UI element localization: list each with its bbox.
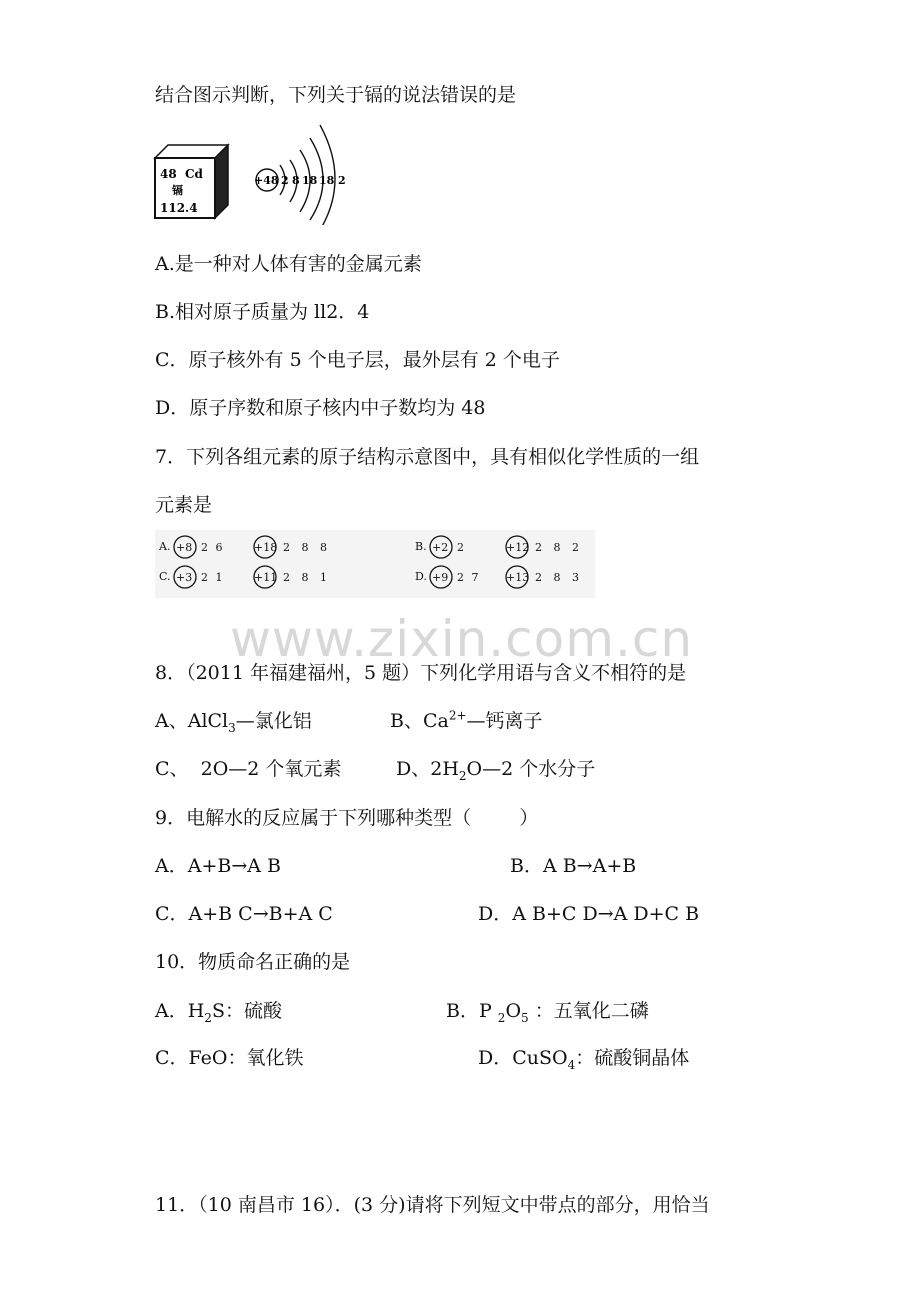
atom-nucleus: +48 <box>254 174 279 187</box>
q7-c1-nucleus: +3 <box>176 571 193 584</box>
shell-4-count: 18 <box>319 174 335 187</box>
q7-a1-shells: 2 6 <box>201 541 225 554</box>
element-symbol: Cd <box>185 167 203 181</box>
q7-stem-line2: 元素是 <box>155 494 213 516</box>
q6-option-c: C．原子核外有 5 个电子层，最外层有 2 个电子 <box>155 349 560 371</box>
q8-option-c: C、 2O—2 个氧元素 <box>155 758 342 780</box>
shell-3-count: 18 <box>302 174 318 187</box>
q10-option-c: C．FeO：氧化铁 <box>155 1047 304 1069</box>
q6-option-b: B.相对原子质量为 ll2．4 <box>155 301 370 323</box>
element-number: 48 <box>160 167 177 181</box>
q7-label-c: C. <box>159 570 171 583</box>
q7-c1-shells: 2 1 <box>201 571 225 584</box>
shell-2-count: 8 <box>292 174 300 187</box>
q7-atom-diagrams <box>155 530 595 598</box>
q7-d2-shells: 2 8 3 <box>535 571 583 584</box>
q9-stem: 9．电解水的反应属于下列哪种类型（ ） <box>155 807 539 829</box>
q10-option-a: A．$H_2S$：硫酸 <box>155 1000 282 1025</box>
q7-c2-nucleus: +11 <box>254 571 278 584</box>
element-name: 镉 <box>172 184 183 197</box>
q7-a2-nucleus: +18 <box>254 541 278 554</box>
q7-a2-shells: 2 8 8 <box>283 541 331 554</box>
q8-option-b: B、$Ca^{2+}—$钙离子 <box>390 708 543 732</box>
q7-d1-shells: 2 7 <box>457 571 481 584</box>
q7-b2-nucleus: +12 <box>506 541 530 554</box>
q7-a1-nucleus: +8 <box>176 541 193 554</box>
shell-5-count: 2 <box>338 174 346 187</box>
q7-c2-shells: 2 8 1 <box>283 571 331 584</box>
cadmium-figure <box>150 120 360 225</box>
q9-option-a: A．A+B→A B <box>155 855 281 877</box>
q7-stem-line1: 7．下列各组元素的原子结构示意图中，具有相似化学性质的一组 <box>155 446 700 468</box>
q7-label-b: B. <box>415 540 427 553</box>
q7-b2-shells: 2 8 2 <box>535 541 583 554</box>
shell-1-count: 2 <box>281 174 289 187</box>
q7-d1-nucleus: +9 <box>432 571 449 584</box>
q8-option-d: D、$2H_2O—2$ 个水分子 <box>396 758 596 783</box>
q7-d2-nucleus: +13 <box>506 571 530 584</box>
q10-option-d: D．CuSO$_4$：硫酸铜晶体 <box>478 1047 690 1072</box>
q7-b1-shells: 2 <box>457 541 464 554</box>
q10-option-b: B．P $_2O_5$ ：五氧化二磷 <box>446 1000 649 1025</box>
q7-b1-nucleus: +2 <box>432 541 449 554</box>
element-mass: 112.4 <box>160 201 198 215</box>
q9-option-d: D．A B+C D→A D+C B <box>478 903 700 925</box>
q6-option-d: D．原子序数和原子核内中子数均为 48 <box>155 397 486 419</box>
q6-option-a: A.是一种对人体有害的金属元素 <box>155 253 422 275</box>
q8-stem: 8．（2011 年福建福州，5 题）下列化学用语与含义不相符的是 <box>155 662 687 684</box>
q6-stem: 结合图示判断，下列关于镉的说法错误的是 <box>155 84 517 106</box>
q7-label-d: D. <box>415 570 427 583</box>
q11-stem: 11．（10 南昌市 16）．(3 分)请将下列短文中带点的部分，用恰当 <box>155 1194 710 1216</box>
q8-option-a: A、AlCl$_3$—氯化铝 <box>155 710 312 735</box>
q10-stem: 10．物质命名正确的是 <box>155 951 351 973</box>
q9-option-b: B．A B→A+B <box>510 855 637 877</box>
watermark: www.zixin.com.cn <box>230 610 694 668</box>
q7-label-a: A. <box>159 540 171 553</box>
q9-option-c: C．A+B C→B+A C <box>155 903 333 925</box>
